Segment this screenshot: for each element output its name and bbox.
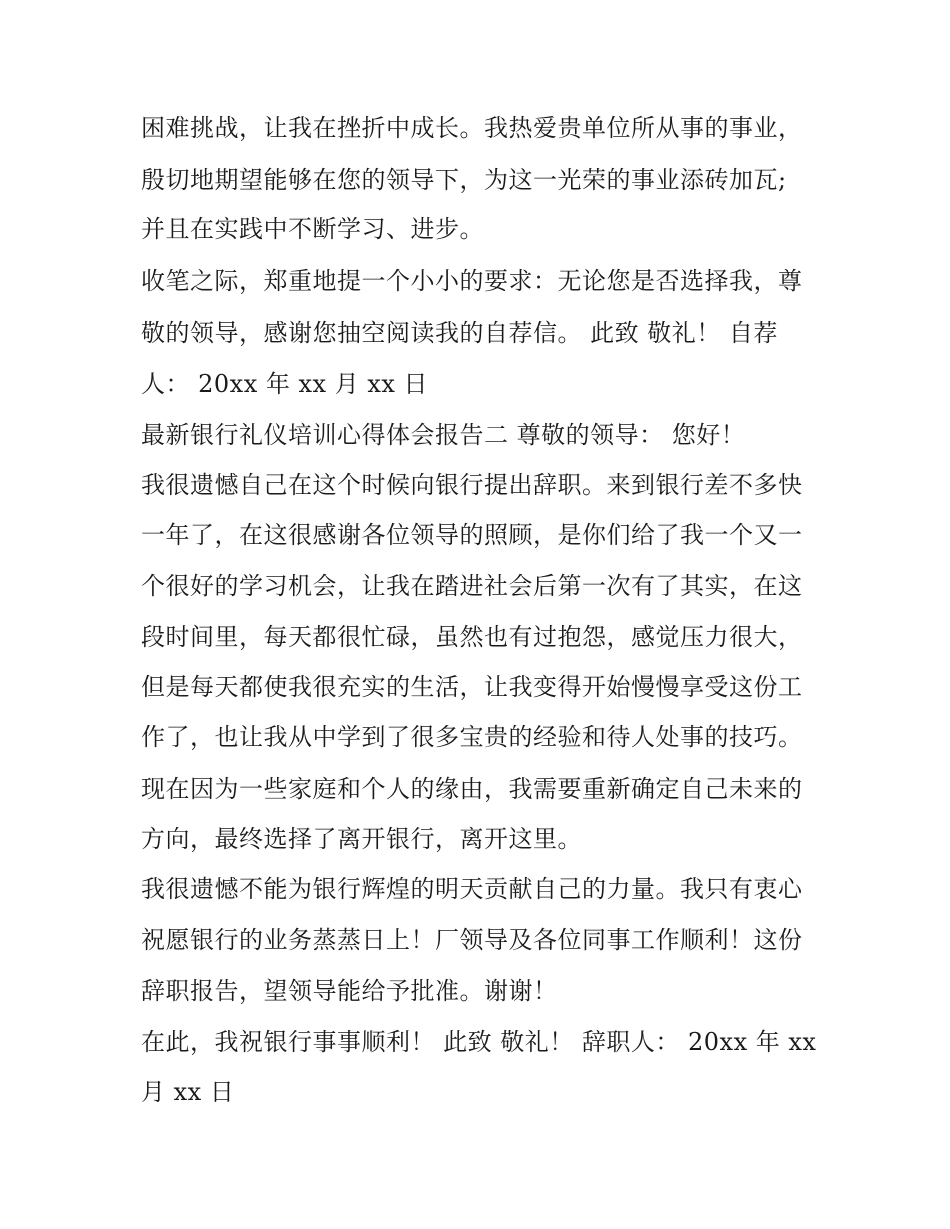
text-line: 在此，我祝银行事事顺利！ 此致 敬礼！ 辞职人： 20xx 年 xx [141,1028,817,1056]
text-line: 段时间里，每天都很忙碌，虽然也有过抱怨，感觉压力很大， [141,623,803,651]
text-line: 祝愿银行的业务蒸蒸日上！厂领导及各位同事工作顺利！这份 [141,926,803,954]
text-line: 一年了，在这很感谢各位领导的照顾，是你们给了我一个又一 [141,521,803,549]
text-line: 月 xx 日 [141,1078,235,1106]
text-line: 作了，也让我从中学到了很多宝贵的经验和待人处事的技巧。 [141,723,803,751]
text-line: 但是每天都使我很充实的生活，让我变得开始慢慢享受这份工 [141,673,803,701]
text-line: 方向，最终选择了离开银行，离开这里。 [141,825,582,853]
text-line: 辞职报告，望领导能给予批准。谢谢！ [141,977,558,1005]
text-line: 并且在实践中不断学习、进步。 [141,215,484,243]
text-line: 困难挑战，让我在挫折中成长。我热爱贵单位所从事的事业， [141,114,803,142]
text-line: 我很遗憾不能为银行辉煌的明天贡献自己的力量。我只有衷心 [141,875,803,903]
text-line: 现在因为一些家庭和个人的缘由，我需要重新确定自己未来的 [141,775,803,803]
section-heading: 最新银行礼仪培训心得体会报告二 尊敬的领导： 您好！ [141,421,746,449]
text-line: 殷切地期望能够在您的领导下，为这一光荣的事业添砖加瓦; [141,166,787,194]
text-line: 我很遗憾自己在这个时候向银行提出辞职。来到银行差不多快 [141,471,803,499]
text-line: 收笔之际，郑重地提一个小小的要求：无论您是否选择我，尊 [141,267,803,295]
text-line: 个很好的学习机会，让我在踏进社会后第一次有了其实，在这 [141,572,803,600]
text-line: 人： 20xx 年 xx 月 xx 日 [141,370,429,398]
text-line: 敬的领导，感谢您抽空阅读我的自荐信。 此致 敬礼！ 自荐 [141,319,778,347]
